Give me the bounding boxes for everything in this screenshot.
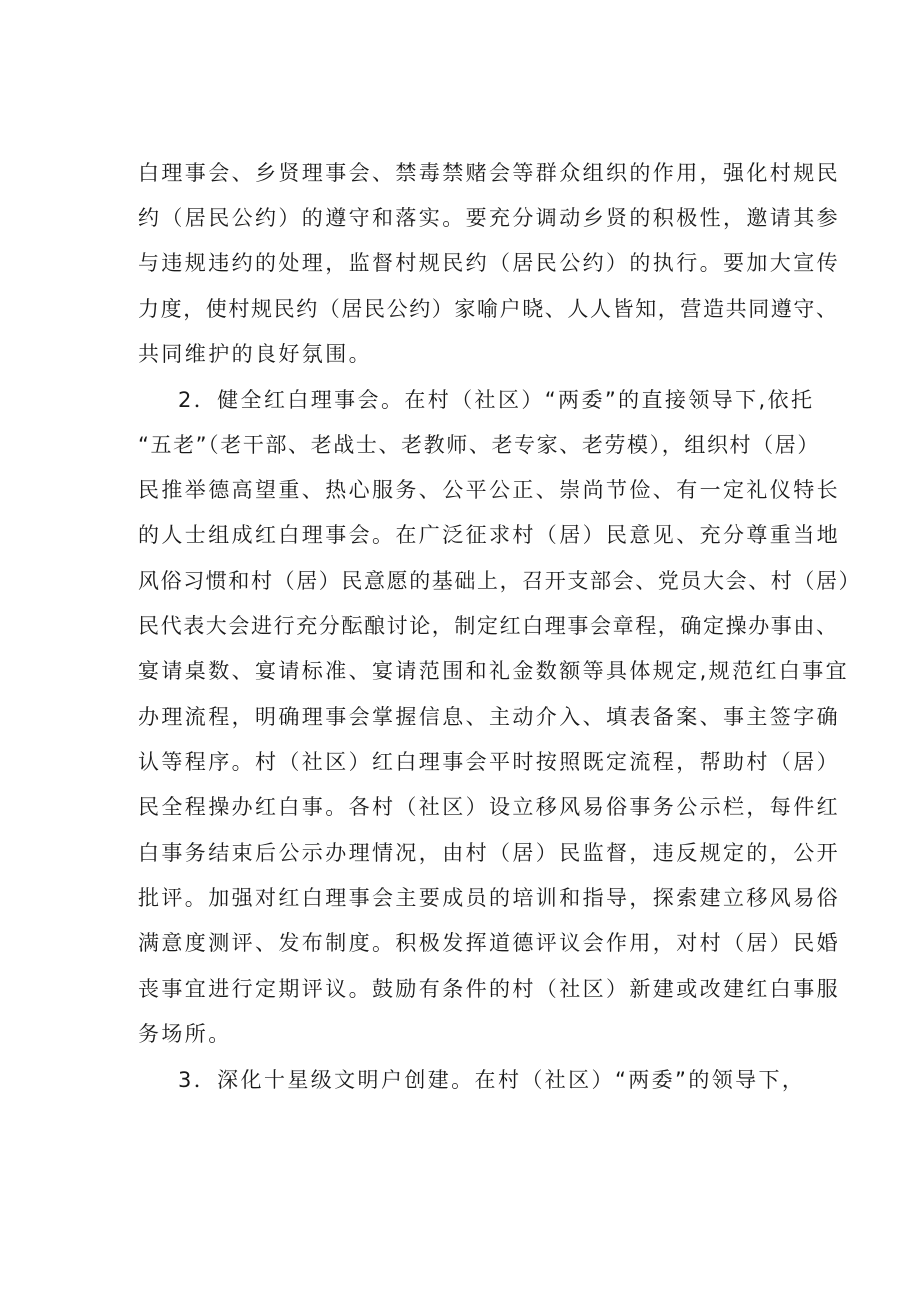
text-line: 白理事会、乡贤理事会、禁毒禁赌会等群众组织的作用，强化村规民 (138, 161, 840, 185)
text-line: 宴请桌数、宴请标准、宴请范围和礼金数额等具体规定,规范红白事宜 (138, 659, 850, 683)
text-line: 共同维护的良好氛围。 (138, 342, 372, 366)
text-line: 力度，使村规民约（居民公约）家喻户晓、人人皆知，营造共同遵守、 (138, 297, 839, 321)
text-line: 约（居民公约）的遵守和落实。要充分调动乡贤的积极性，邀请其参 (138, 206, 840, 230)
text-line: 办理流程，明确理事会掌握信息、主动介入、填表备案、事主签字确 (138, 705, 840, 729)
text-line: 满意度测评、发布制度。积极发挥道德评议会作用，对村（居）民婚 (138, 931, 840, 955)
text-line: 白事务结束后公示办理情况，由村（居）民监督，违反规定的，公开 (138, 841, 840, 865)
text-line: 的人士组成红白理事会。在广泛征求村（居）民意见、充分尊重当地 (138, 523, 840, 547)
text-line: “五老”（老干部、老战士、老教师、老专家、老劳模），组织村（居） (138, 433, 820, 457)
text-line: 丧事宜进行定期评议。鼓励有条件的村（社区）新建或改建红白事服 (138, 977, 840, 1001)
text-line: 批评。加强对红白理事会主要成员的培训和指导，探索建立移风易俗 (138, 886, 840, 910)
text-line: 务场所。 (138, 1022, 232, 1046)
paragraph-start-line: 3．深化十星级文明户创建。在村（社区）“两委”的领导下， (178, 1068, 806, 1092)
paragraph-start-line: 2．健全红白理事会。在村（社区）“两委”的直接领导下,依托 (178, 388, 815, 412)
text-line: 风俗习惯和村（居）民意愿的基础上，召开支部会、党员大会、村（居） (138, 569, 862, 593)
text-line: 民全程操办红白事。各村（社区）设立移风易俗事务公示栏，每件红 (138, 795, 840, 819)
text-line: 认等程序。村（社区）红白理事会平时按照既定流程，帮助村（居） (138, 750, 840, 774)
text-line: 民代表大会进行充分酝酿讨论，制定红白理事会章程，确定操办事由、 (138, 614, 839, 638)
text-line: 与违规违约的处理，监督村规民约（居民公约）的执行。要加大宣传 (138, 251, 840, 275)
text-line: 民推举德高望重、热心服务、公平公正、崇尚节俭、有一定礼仪特长 (138, 478, 840, 502)
